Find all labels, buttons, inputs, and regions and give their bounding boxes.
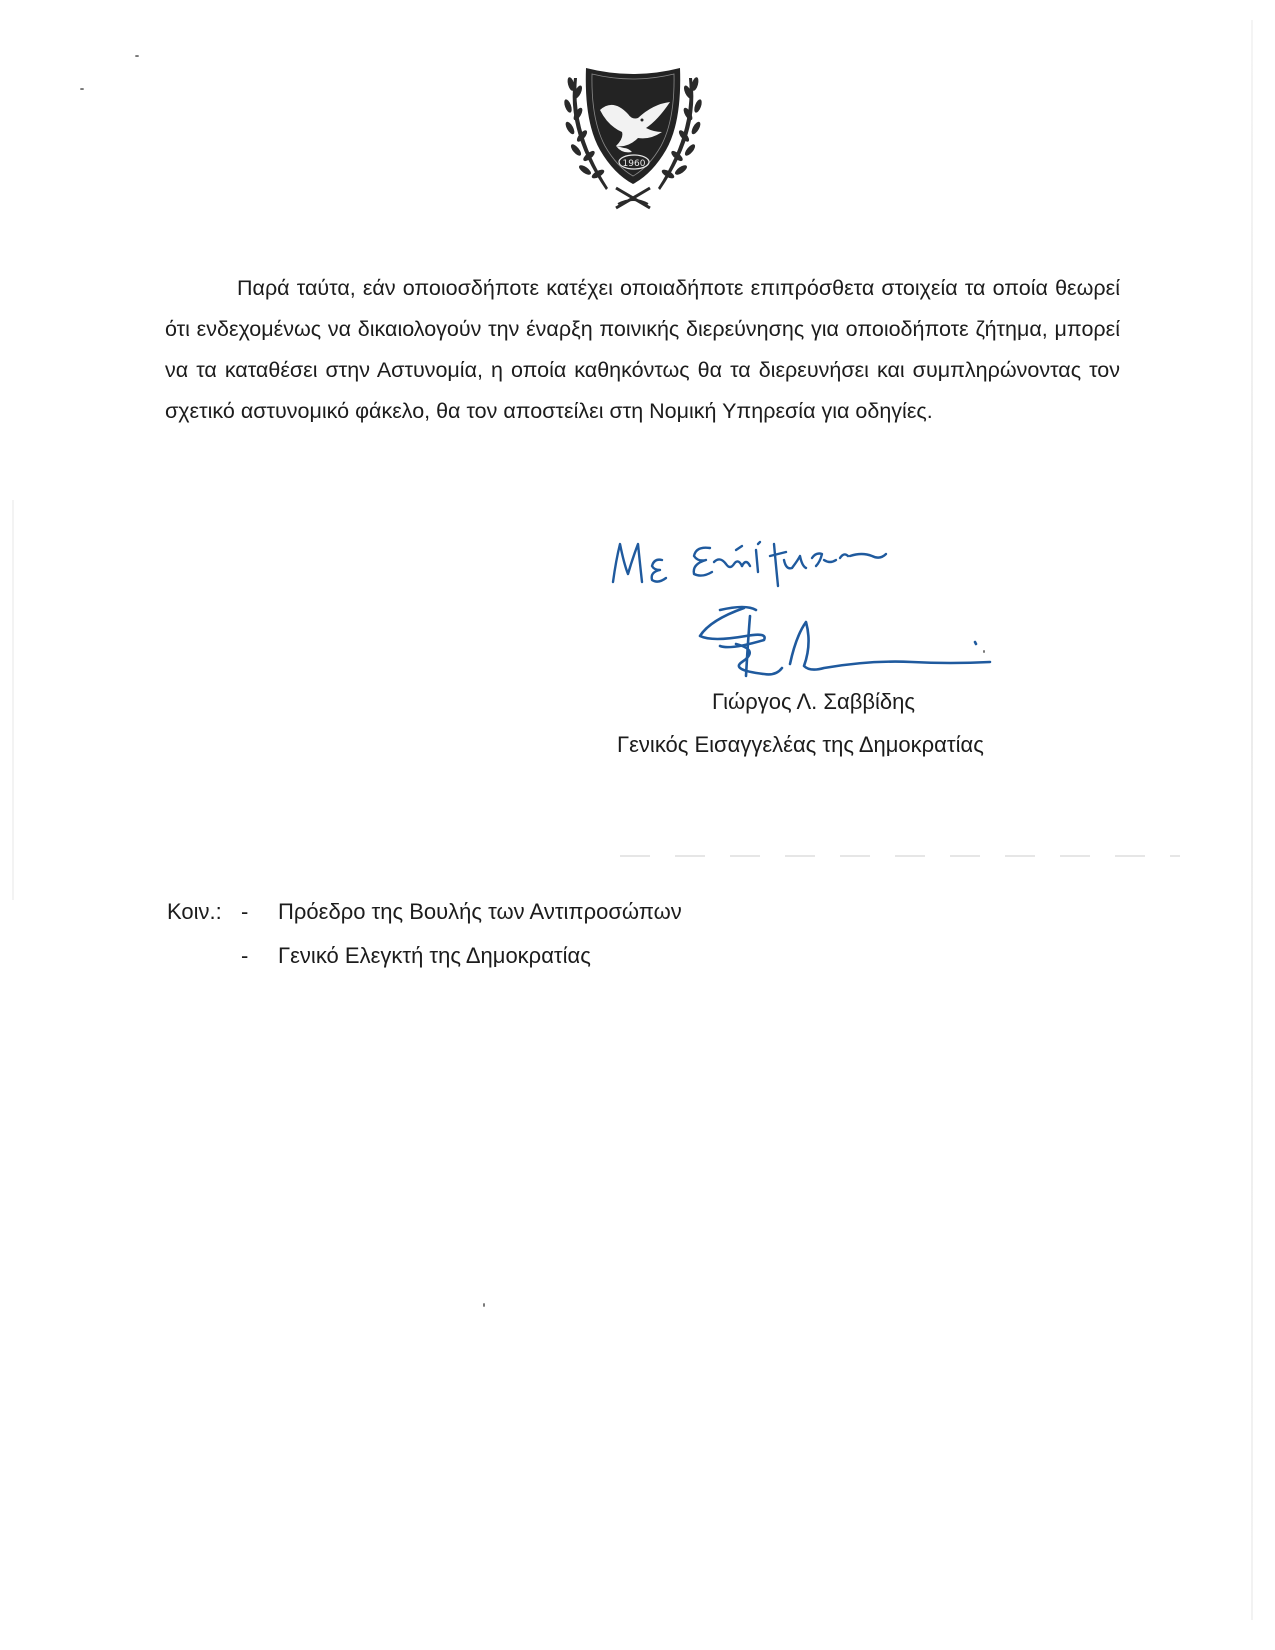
cc-recipient: Γενικό Ελεγκτή της Δημοκρατίας [278, 943, 591, 968]
cc-recipient: Πρόεδρο της Βουλής των Αντιπροσώπων [278, 899, 682, 924]
signature [690, 600, 1000, 700]
scan-speck [483, 1303, 485, 1307]
body-paragraph: Παρά ταύτα, εάν οποιοσδήποτε κατέχει οποιαδήποτε επιπρόσθετα στοιχεία τα οποία θεωρεί ότι ενδεχομένως να δικαιολογούν την έναρξη ποινικής διερεύνησης για οποιοδήποτε ζήτημα, μπορεί να τα καταθέσει στην Αστυνομία, η οποία καθηκόντως θα τα διερευνήσει και συμπληρώνοντας τον σχετικό αστυνομικό φάκελο, θα τον αποστείλει στη Νομική Υπηρεσία για οδηγίες. [165, 276, 1120, 423]
cyprus-coat-of-arms-icon [558, 62, 708, 212]
cc-dash: - [241, 899, 249, 924]
cc-label: Κοιν.: [167, 899, 222, 924]
signer-name: Γιώργος Λ. Σαββίδης [712, 689, 916, 714]
handwritten-closing [610, 530, 910, 600]
scan-edge [1251, 20, 1253, 1620]
scan-speck [80, 88, 84, 90]
scan-edge [12, 500, 14, 900]
emblem-year: 1960 [622, 159, 646, 169]
scan-fold-line [620, 855, 1180, 857]
signer-title: Γενικός Εισαγγελέας της Δημοκρατίας [617, 732, 984, 757]
cc-dash: - [241, 943, 249, 968]
scan-speck [135, 55, 139, 57]
